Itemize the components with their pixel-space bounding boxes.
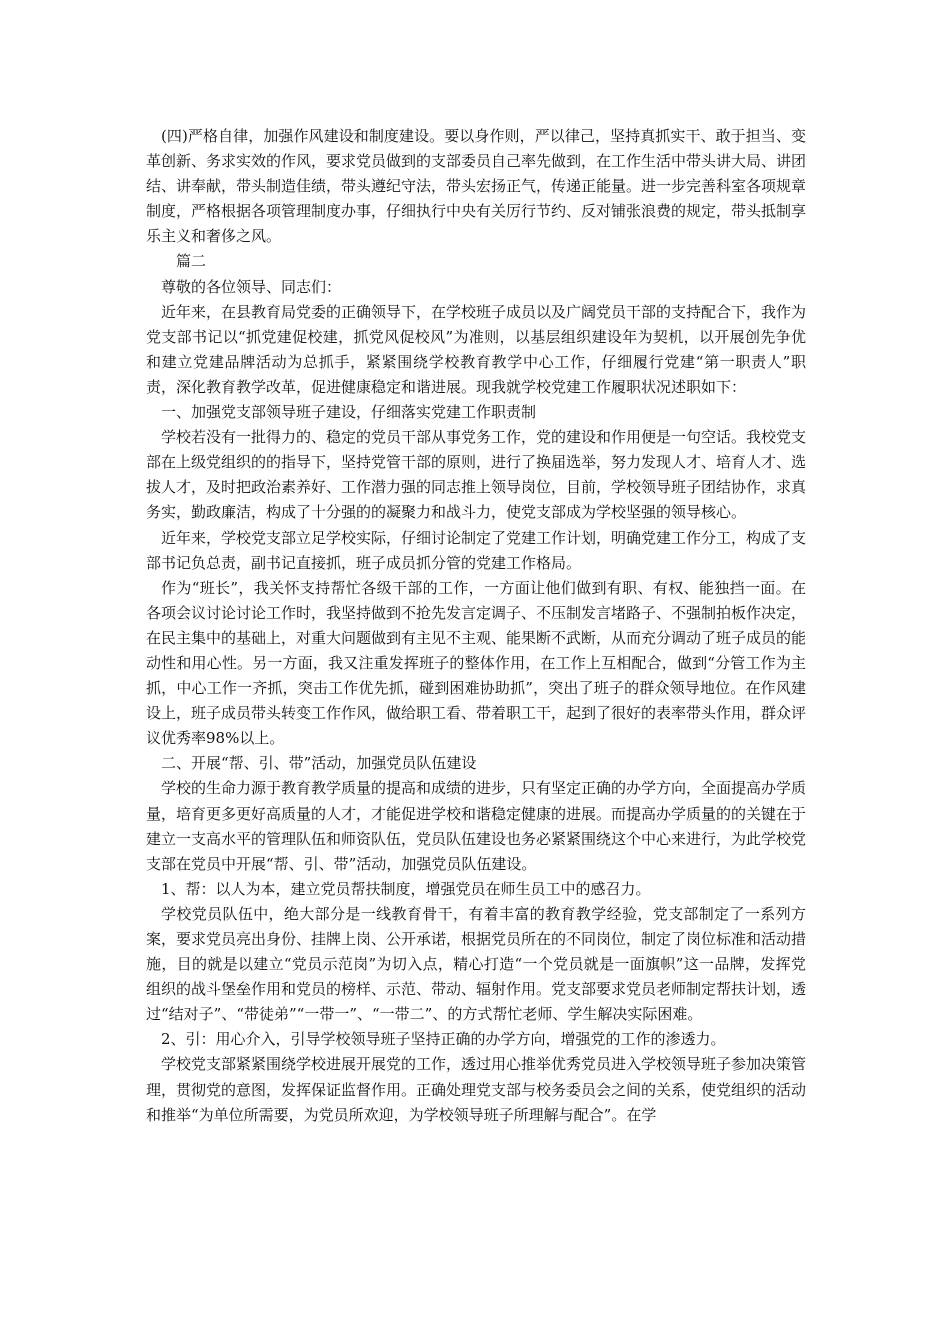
section-title-part-two: 篇二 [176, 252, 207, 271]
paragraph-self-discipline: (四)严格自律，加强作风建设和制度建设。要以身作则，严以律己，坚持真抓实干、敢于担当、变革创新、务求实效的作风，要求党员做到的支部委员自己率先做到，在工作生活中带头讲大局、讲团结、讲奉献，带头制造佳绩，带头遵纪守法，带头宏扬正气，传递正能量。进一步完善科室各项规章制度，严格根据各项管理制度办事，仔细执行中央有关厉行节约、反对铺张浪费的规定，带头抵制享乐主义和奢侈之风。 [146, 127, 807, 246]
paragraph-work-plan: 近年来，学校党支部立足学校实际，仔细讨论制定了党建工作计划，明确党建工作分工，构成了支部书记负总责，副书记直接抓，班子成员抓分管的党建工作格局。 [146, 528, 807, 572]
document-body [146, 124, 806, 1128]
paragraph-guide-details: 学校党支部紧紧围绕学校进展开展党的工作，透过用心推举优秀党员进入学校领导班子参加决策管理，贯彻党的意图，发挥保证监督作用。正确处理党支部与校务委员会之间的关系，使党组织的活动和推举“为单位所需要，为党员所欢迎，为学校领导班子所理解与配合”。在学 [146, 1055, 807, 1124]
paragraph-quality: 学校的生命力源于教育教学质量的提高和成绩的进步，只有坚定正确的办学方向，全面提高办学质量，培育更多更好高质量的人才，才能促进学校和谐稳定健康的进展。而提高办学质量的的关键在于建立一支高水平的管理队伍和师资队伍，党员队伍建设也务必紧紧围绕这个中心来进行，为此学校党支部在党员中开展“帮、引、带”活动，加强党员队伍建设。 [146, 779, 807, 873]
heading-one: 一、加强党支部领导班子建设，仔细落实党建工作职责制 [161, 403, 537, 422]
paragraph-help-details: 学校党员队伍中，绝大部分是一线教育骨干，有着丰富的教育教学经验，党支部制定了一系列方案，要求党员亮出身份、挂牌上岗、公开承诺，根据党员所在的不同岗位，制定了岗位标准和活动措施，目的就是以建立“党员示范岗”为切入点，精心打造“一个党员就是一面旗帜”这一品牌，发挥党组织的战斗堡垒作用和党员的榜样、示范、带动、辐射作用。党支部要求党员老师制定帮扶计划，透过“结对子”、“带徒弟”“一带一”、“一带二”、的方式帮忙老师、学生解决实际困难。 [146, 904, 807, 1024]
paragraph-intro: 近年来，在县教育局党委的正确领导下，在学校班子成员以及广阔党员干部的支持配合下，我作为党支部书记以“抓党建促校建，抓党风促校风”为准则，以基层组织建设年为契机，以开展创先争优和建立党建品牌活动为总抓手，紧紧围绕学校教育教学中心工作，仔细履行党建“第一职责人”职责，深化教育教学改革，促进健康稳定和谐进展。现我就学校党建工作履职状况述职如下： [146, 302, 807, 396]
heading-two: 二、开展“帮、引、带”活动，加强党员队伍建设 [161, 754, 477, 773]
subheading-guide: 2、引：用心介入，引导学校领导班子坚持正确的办学方向，增强党的工作的渗透力。 [161, 1030, 726, 1049]
subheading-help: 1、帮：以人为本，建立党员帮扶制度，增强党员在师生员工中的感召力。 [161, 879, 651, 898]
paragraph-leadership: 学校若没有一批得力的、稳定的党员干部从事党务工作，党的建设和作用便是一句空话。我校党支部在上级党组织的的指导下，坚持党管干部的原则，进行了换届选举，努力发现人才、培育人才、选拔人才，及时把政治素养好、工作潜力强的同志推上领导岗位，目前，学校领导班子团结协作，求真务实，勤政廉洁，构成了十分强的的凝聚力和战斗力，使党支部成为学校坚强的领导核心。 [146, 428, 807, 522]
salutation: 尊敬的各位领导、同志们： [161, 277, 342, 296]
paragraph-monitor-role: 作为“班长”，我关怀支持帮忙各级干部的工作，一方面让他们做到有职、有权、能独挡一面。在各项会议讨论讨论工作时，我坚持做到不抢先发言定调子、不压制发言堵路子、不强制拍板作决定，在民主集中的基础上，对重大问题做到有主见不主观、能果断不武断，从而充分调动了班子成员的能动性和用心性。另一方面，我又注重发挥班子的整体作用，在工作上互相配合，做到“分管工作为主抓，中心工作一齐抓，突击工作优先抓，碰到困难协助抓”，突出了班子的群众领导地位。在作风建设上，班子成员带头转变工作作风，做给职工看、带着职工干，起到了很好的表率带头作用，群众评议优秀率98%以上。 [146, 578, 807, 748]
